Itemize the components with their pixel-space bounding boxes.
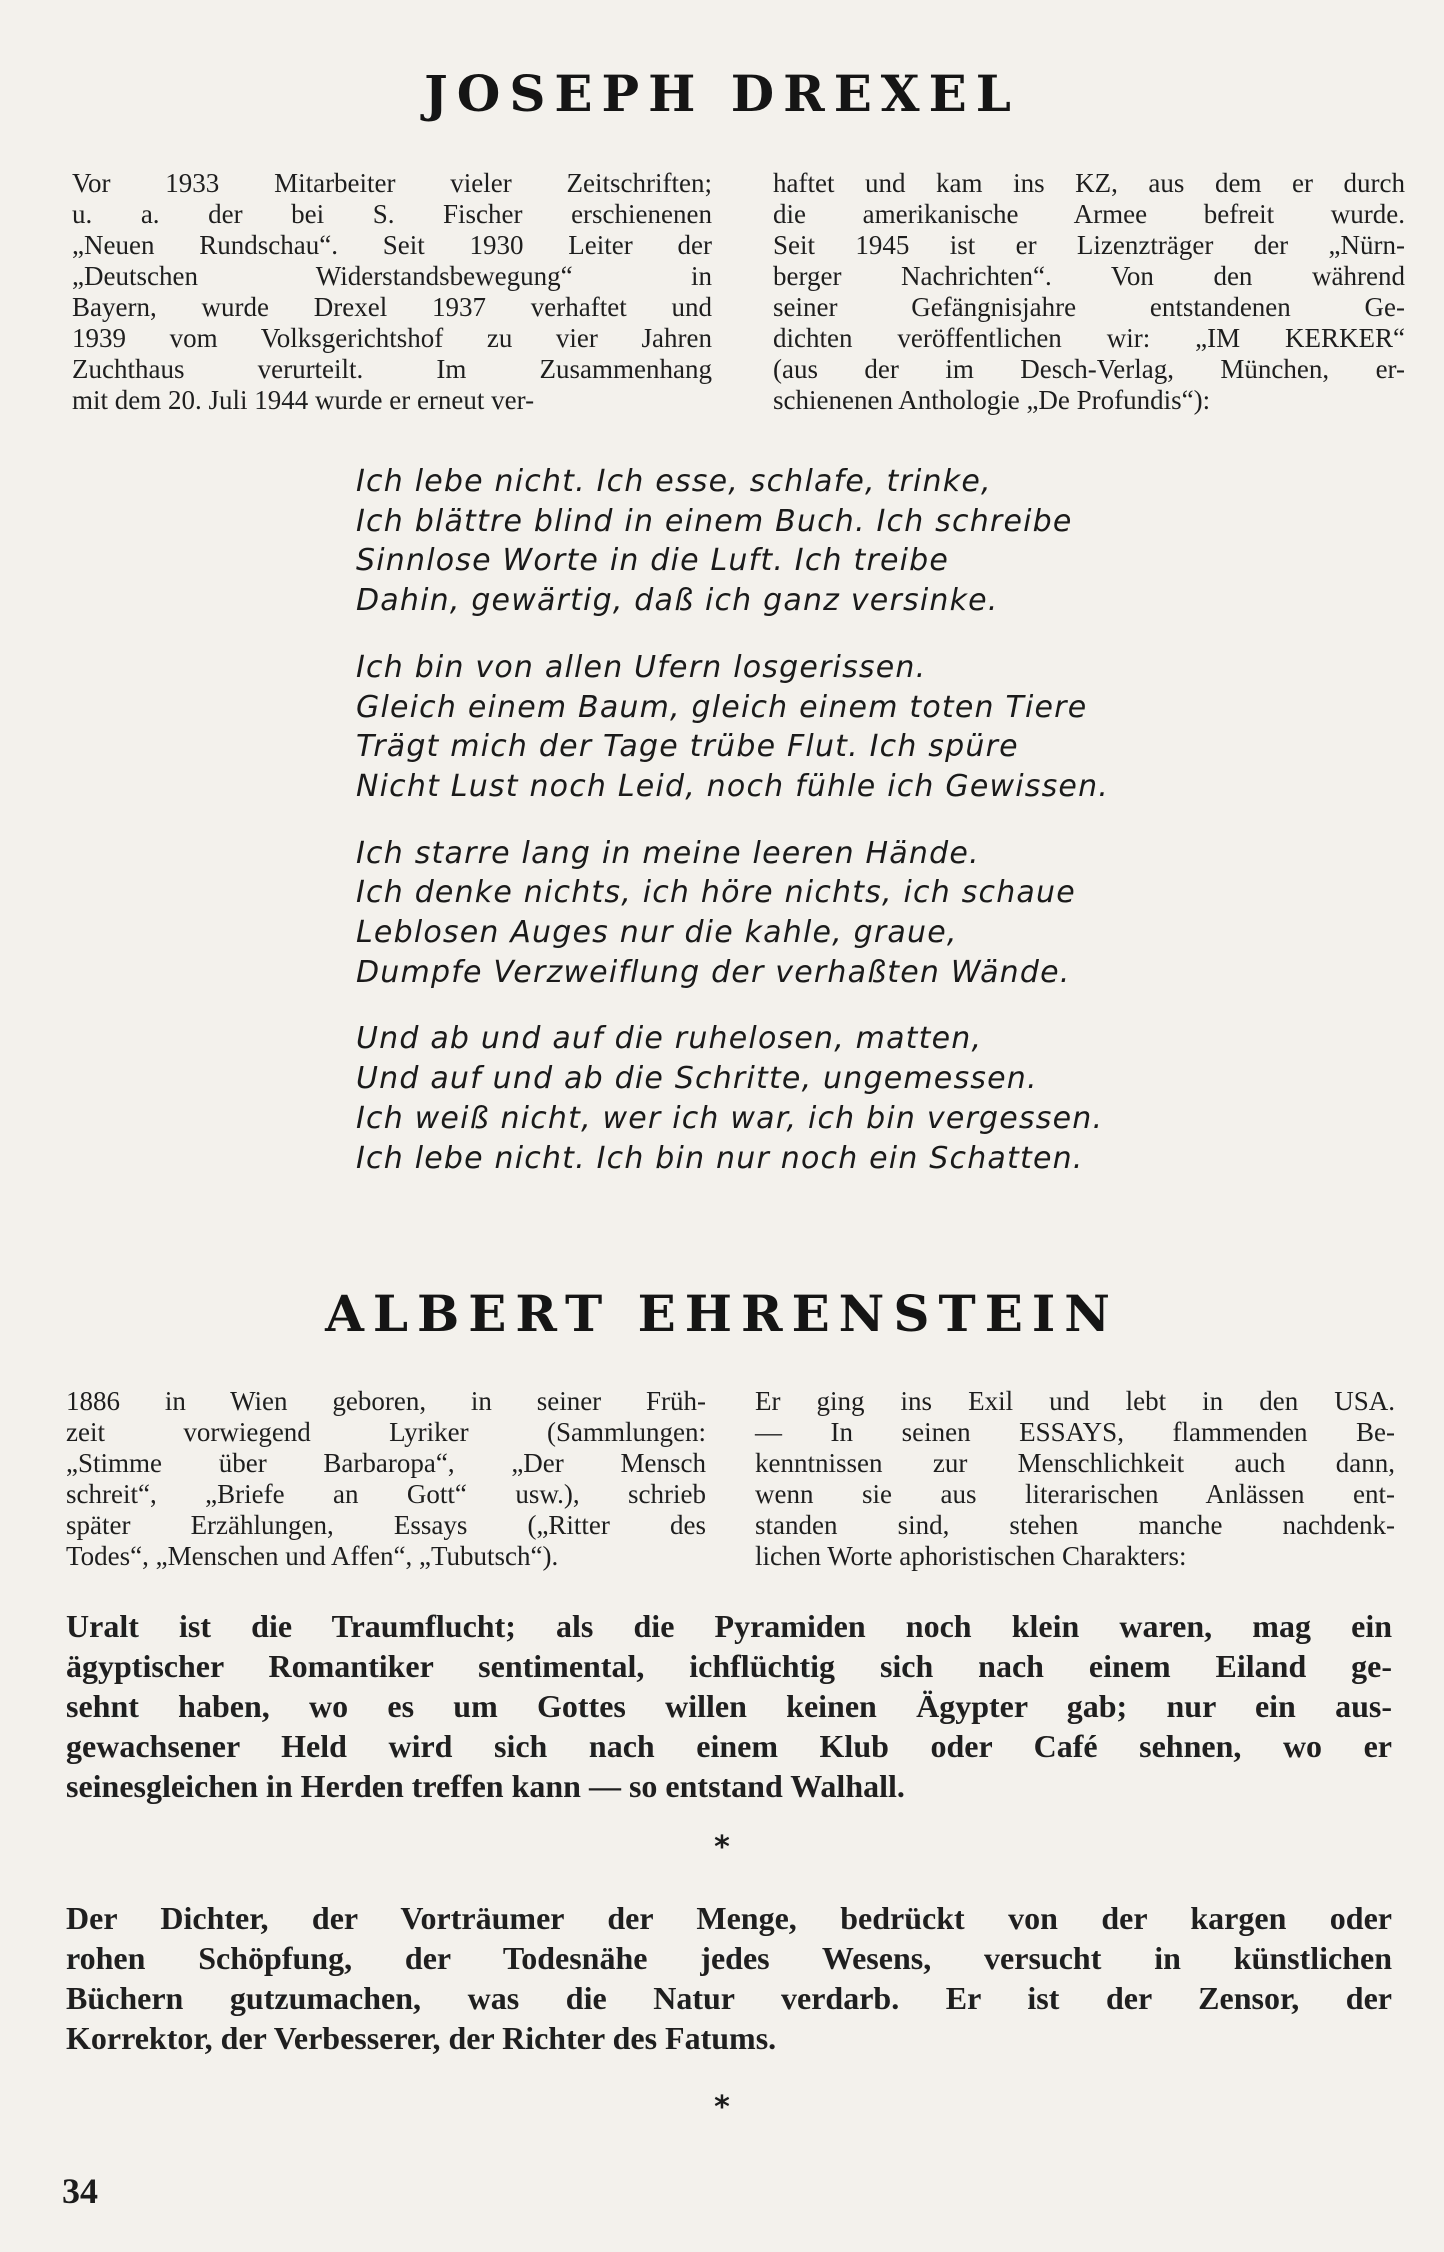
poem-line: Dahin, gewärtig, daß ich ganz versinke.	[356, 583, 999, 619]
poem-line: Und ab und auf die ruhelosen, matten,	[356, 1021, 983, 1057]
prose-line: rohen Schöpfung, der Todesnähe jedes Wesens, versucht in künstlichen	[66, 1940, 1392, 1976]
poem-line: Ich weiß nicht, wer ich war, ich bin vergessen.	[356, 1100, 1104, 1136]
bio-ehrenstein-left-column	[66, 1386, 706, 1572]
bio-line: Zuchthaus verurteilt. Im Zusammenhang	[72, 354, 712, 384]
bio-line: lichen Worte aphoristischen Charakters:	[755, 1541, 1187, 1571]
bio-line: berger Nachrichten“. Von den während	[773, 261, 1405, 291]
bio-line: „Stimme über Barbaropa“, „Der Mensch	[66, 1448, 706, 1478]
poem-stanza	[356, 648, 1216, 807]
bio-line: seiner Gefängnisjahre entstandenen Ge-	[773, 292, 1405, 322]
poem-line: Ich blättre blind in einem Buch. Ich schreibe	[356, 503, 1073, 539]
poem-line: Dumpfe Verzweiflung der verhaßten Wände.	[356, 954, 1071, 990]
bio-line: dichten veröffentlichen wir: „IM KERKER“	[773, 323, 1405, 353]
bio-line: 1939 vom Volksgerichtshof zu vier Jahren	[72, 323, 712, 353]
prose-line: Uralt ist die Traumflucht; als die Pyramiden noch klein waren, mag ein	[66, 1608, 1392, 1644]
bio-line: schienenen Anthologie „De Profundis“):	[773, 385, 1211, 415]
poem-line: Ich starre lang in meine leeren Hände.	[356, 835, 980, 871]
poem-line: Gleich einem Baum, gleich einem toten Tiere	[356, 689, 1088, 725]
bio-line: Seit 1945 ist er Lizenzträger der „Nürn-	[773, 230, 1405, 260]
prose-line: ägyptischer Romantiker sentimental, ichflüchtig sich nach einem Eiland ge-	[66, 1648, 1392, 1684]
bio-line: zeit vorwiegend Lyriker (Sammlungen:	[66, 1417, 706, 1447]
poem-line: Und auf und ab die Schritte, ungemessen.	[356, 1061, 1038, 1097]
bio-line: standen sind, stehen manche nachdenk-	[755, 1510, 1395, 1540]
aphorism-paragraph-2	[66, 1898, 1392, 2058]
poem-im-kerker	[356, 462, 1216, 1178]
bio-line: „Deutschen Widerstandsbewegung“ in	[72, 261, 712, 291]
poem-stanza	[356, 834, 1216, 993]
bio-line: haftet und kam ins KZ, aus dem er durch	[773, 168, 1405, 198]
bio-line: (aus der im Desch-Verlag, München, er-	[773, 354, 1405, 384]
bio-line: die amerikanische Armee befreit wurde.	[773, 199, 1405, 229]
poem-line: Trägt mich der Tage trübe Flut. Ich spüre	[356, 729, 1019, 765]
bio-line: „Neuen Rundschau“. Seit 1930 Leiter der	[72, 230, 712, 260]
bio-line: Bayern, wurde Drexel 1937 verhaftet und	[72, 292, 712, 322]
poem-line: Ich lebe nicht. Ich esse, schlafe, trinke,	[356, 464, 992, 499]
bio-line: wenn sie aus literarischen Anlässen ent-	[755, 1479, 1395, 1509]
poem-line: Ich denke nichts, ich höre nichts, ich schaue	[356, 875, 1076, 911]
bio-line: Er ging ins Exil und lebt in den USA.	[755, 1386, 1395, 1416]
poem-line: Ich bin von allen Ufern losgerissen.	[356, 649, 927, 685]
bio-line: schreit“, „Briefe an Gott“ usw.), schrieb	[66, 1479, 706, 1509]
bio-line: mit dem 20. Juli 1944 wurde er erneut ver-	[72, 385, 535, 415]
bio-line: u. a. der bei S. Fischer erschienenen	[72, 199, 712, 229]
poem-stanza	[356, 1019, 1216, 1178]
page-number: 34	[62, 2171, 98, 2211]
prose-line: Büchern gutzumachen, was die Natur verdarb. Er ist der Zensor, der	[66, 1980, 1392, 2016]
aphorism-paragraph-1	[66, 1606, 1392, 1806]
bio-line: 1886 in Wien geboren, in seiner Früh-	[66, 1386, 706, 1416]
prose-line: Korrektor, der Verbesserer, der Richter des Fatums.	[66, 2020, 777, 2056]
bio-line: — In seinen ESSAYS, flammenden Be-	[755, 1417, 1395, 1447]
bio-line: Todes“, „Menschen und Affen“, „Tubutsch“).	[66, 1541, 559, 1571]
bio-line: später Erzählungen, Essays („Ritter des	[66, 1510, 706, 1540]
prose-line: seinesgleichen in Herden treffen kann — so entstand Walhall.	[66, 1768, 905, 1804]
poem-line: Nicht Lust noch Leid, noch fühle ich Gewissen.	[356, 768, 1110, 804]
bio-ehrenstein-right-column	[755, 1386, 1395, 1572]
bio-drexel-right-column	[773, 168, 1405, 416]
poem-line: Ich lebe nicht. Ich bin nur noch ein Schatten.	[356, 1140, 1084, 1176]
prose-line: Der Dichter, der Vorträumer der Menge, bedrückt von der kargen oder	[66, 1900, 1392, 1936]
poem-line: Sinnlose Worte in die Luft. Ich treibe	[356, 543, 950, 579]
separator-star-2: *	[714, 2090, 730, 2125]
poem-stanza	[356, 462, 1216, 621]
prose-line: sehnt haben, wo es um Gottes willen keinen Ägypter gab; nur ein aus-	[66, 1688, 1392, 1724]
prose-line: gewachsener Held wird sich nach einem Klub oder Café sehnen, wo er	[66, 1728, 1392, 1764]
bio-line: kenntnissen zur Menschlichkeit auch dann,	[755, 1448, 1395, 1478]
poem-line: Leblosen Auges nur die kahle, graue,	[356, 915, 958, 951]
section-title-albert-ehrenstein: ALBERT EHRENSTEIN	[325, 1284, 1119, 1343]
bio-drexel-left-column	[72, 168, 712, 416]
section-title-joseph-drexel: JOSEPH DREXEL	[424, 64, 1020, 123]
separator-star-1: *	[714, 1830, 730, 1865]
bio-line: Vor 1933 Mitarbeiter vieler Zeitschriften;	[72, 168, 712, 198]
